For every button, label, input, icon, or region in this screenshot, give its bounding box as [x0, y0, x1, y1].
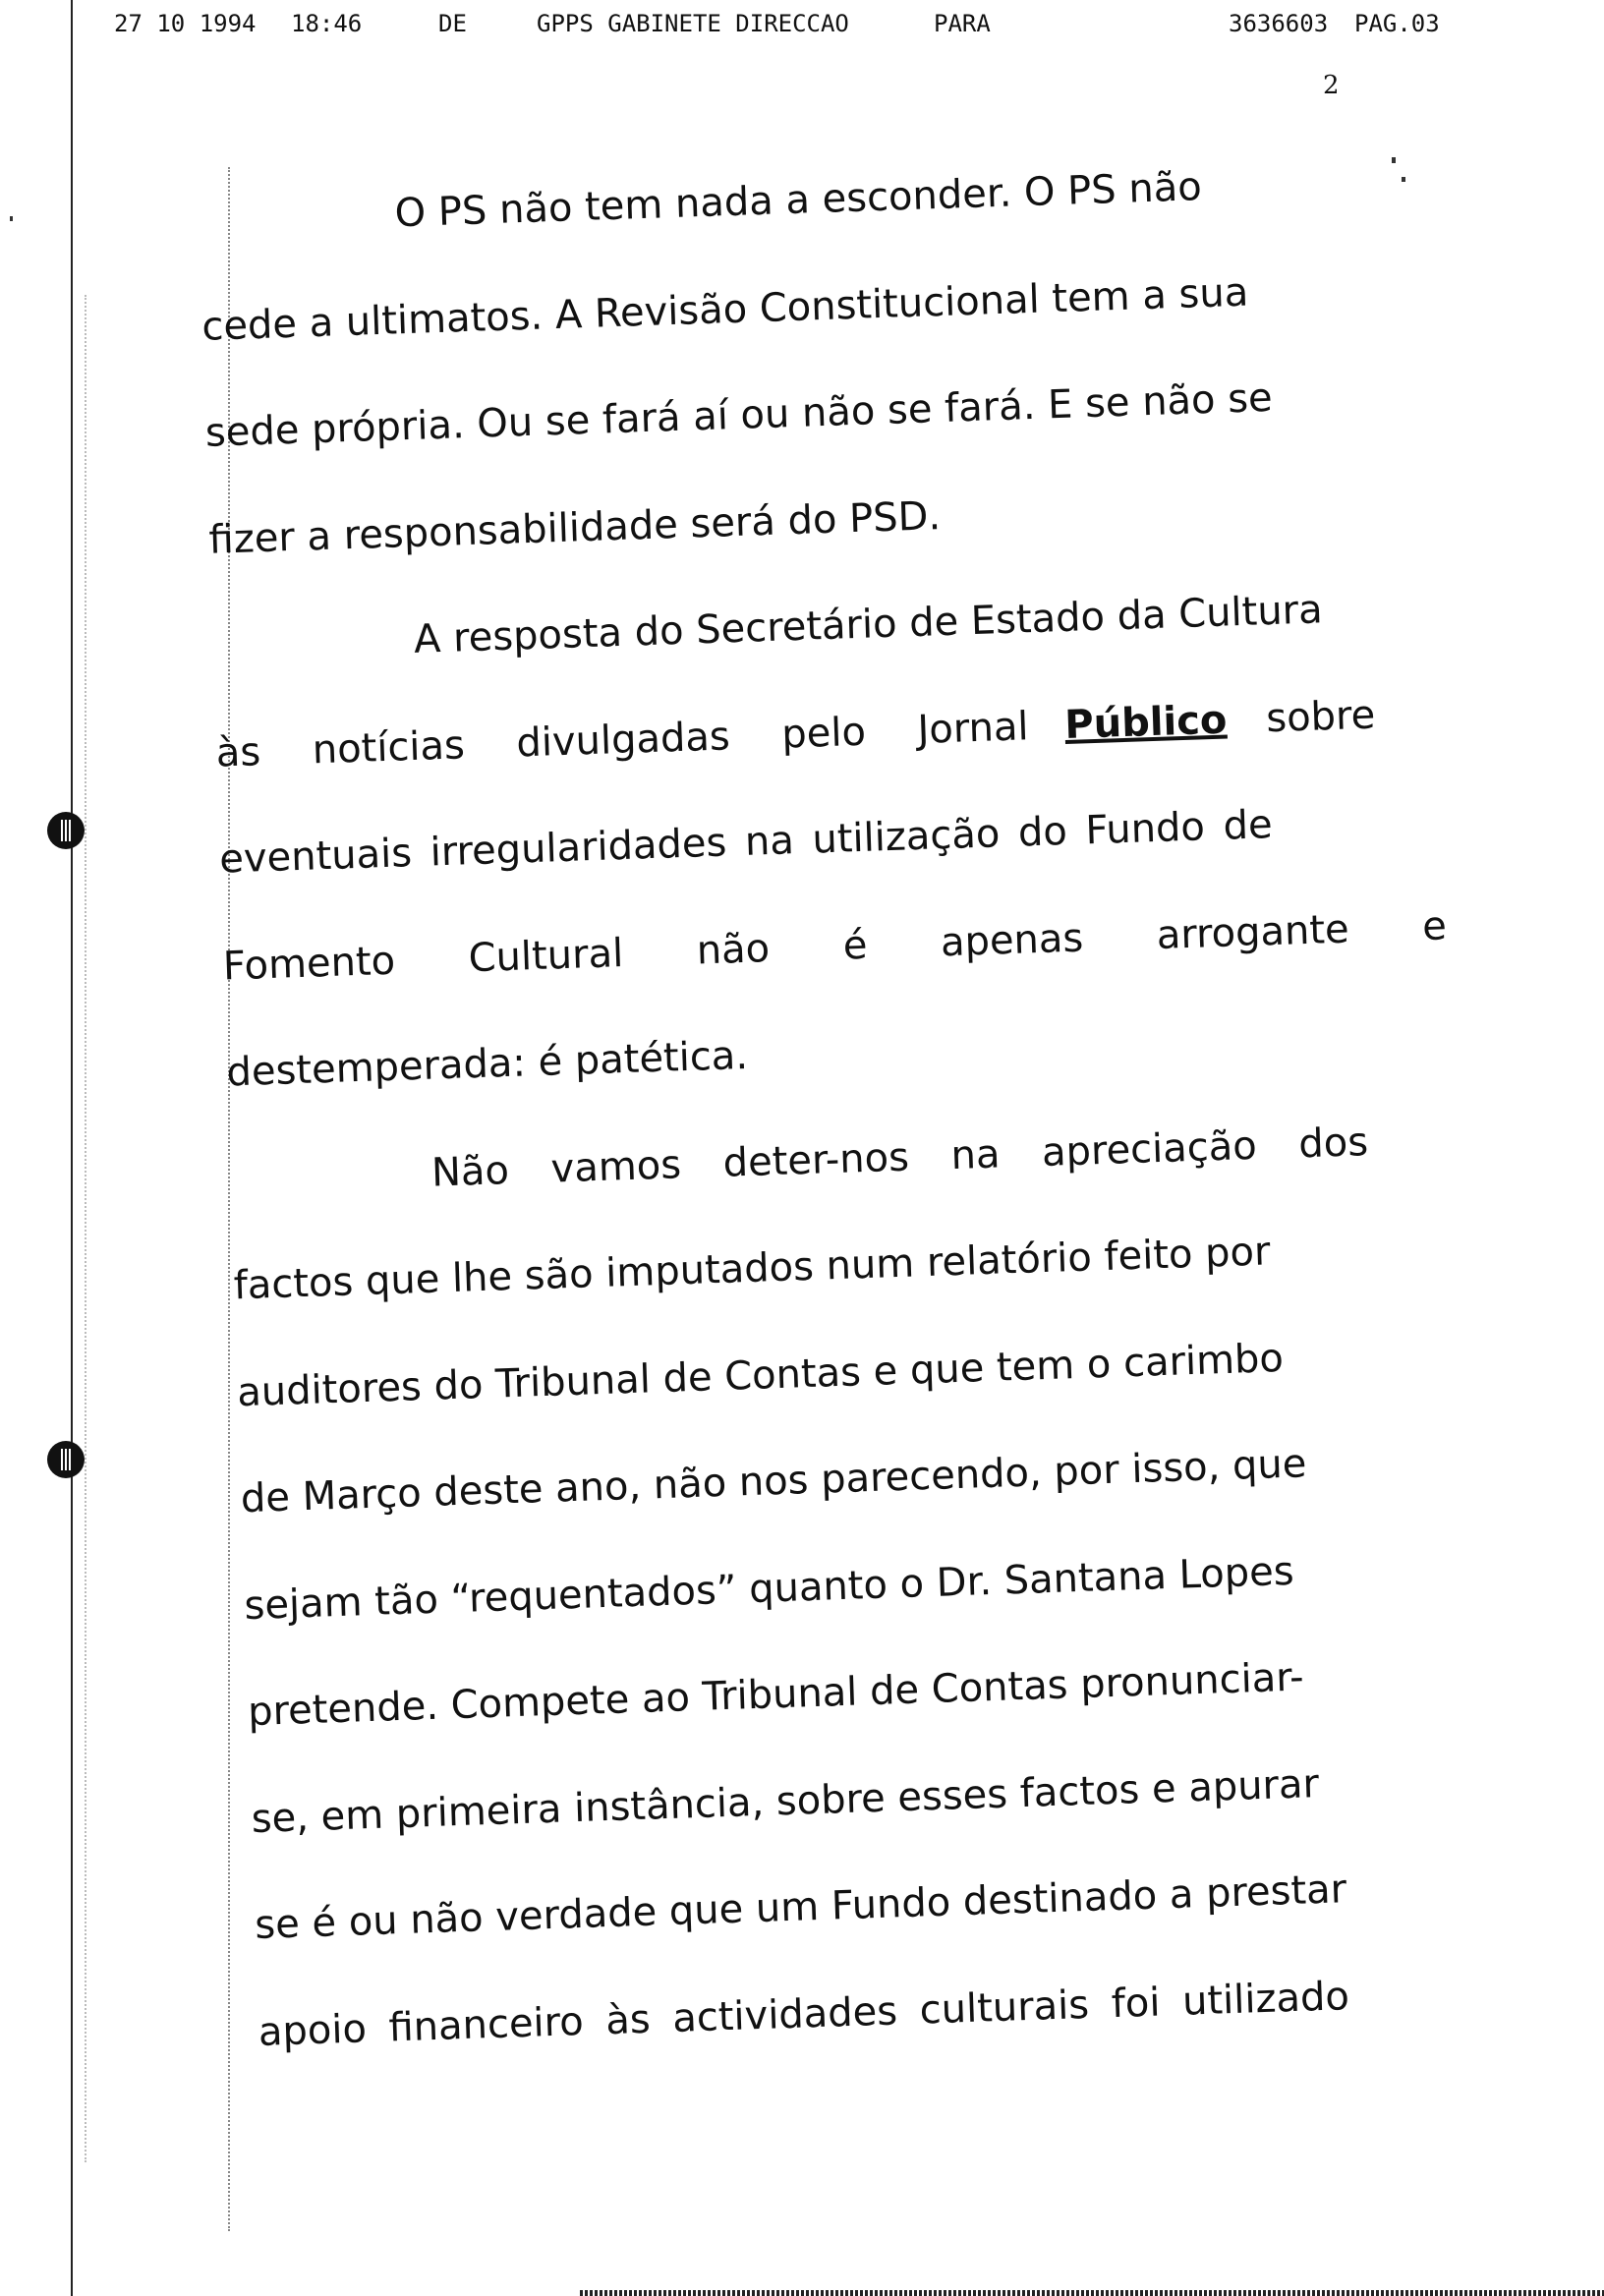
text-line: Fomento Cultural não é apenas arrogante e [222, 902, 1448, 990]
fax-number: 3636603 [1229, 10, 1329, 37]
text-line: auditores do Tribunal de Contas e que tem o carimbo [236, 1335, 1285, 1415]
scan-edge-artifact [580, 2290, 1604, 2296]
text-line: destemperada: é patética. [225, 1032, 749, 1096]
punch-hole-bottom [47, 1441, 85, 1478]
text-line: pretende. Compete ao Tribunal de Contas pronunciar- [247, 1654, 1305, 1736]
text-line: Não vamos deter-nos na apreciação dos [430, 1119, 1369, 1196]
text-line: A resposta do Secretário de Estado da Cultura [413, 587, 1324, 662]
text-line: se é ou não verdade que um Fundo destinado a prestar [254, 1866, 1347, 1949]
fax-time: 18:46 [291, 10, 363, 37]
punch-hole-top [47, 812, 85, 849]
text-segment: às notícias divulgadas pelo Jornal [215, 703, 1030, 776]
fax-to-label: PARA [934, 10, 991, 37]
text-line: apoio financeiro às actividades culturais foi utilizado [258, 1973, 1350, 2055]
text-line: eventuais irregularidades na utilização do Fundo de [218, 802, 1274, 883]
newspaper-name: Público [1063, 697, 1229, 748]
fax-date: 27 10 1994 [114, 10, 257, 37]
text-line: factos que lhe são imputados num relatório feito por [233, 1229, 1272, 1309]
fax-sender: GPPS GABINETE DIRECCAO [537, 10, 849, 37]
page-number: 2 [1323, 71, 1340, 100]
margin-line [71, 0, 73, 2296]
fax-page-label: PAG.03 [1354, 10, 1440, 37]
text-line: cede a ultimatos. A Revisão Constitucional tem a sua [200, 269, 1249, 350]
scan-speck [10, 216, 13, 221]
scan-speck [1402, 177, 1405, 182]
fax-from-label: DE [438, 10, 467, 37]
letter-body [197, 127, 1488, 2086]
text-line: de Março deste ano, não nos parecendo, por isso, que [240, 1441, 1308, 1522]
text-segment: sobre [1265, 692, 1376, 741]
fax-header [0, 10, 1604, 45]
text-line: se, em primeira instância, sobre esses factos e apurar [250, 1760, 1320, 1842]
scan-speck [1392, 157, 1396, 163]
margin-dotted-line-inner [85, 295, 86, 2162]
text-line: O PS não tem nada a esconder. O PS não [393, 164, 1203, 237]
text-line: sejam tão “requentados” quanto o Dr. Santana Lopes [243, 1548, 1295, 1629]
text-line: sede própria. Ou se fará aí ou não se fará. E se não se [204, 374, 1274, 456]
text-line: fizer a responsabilidade será do PSD. [207, 492, 942, 563]
